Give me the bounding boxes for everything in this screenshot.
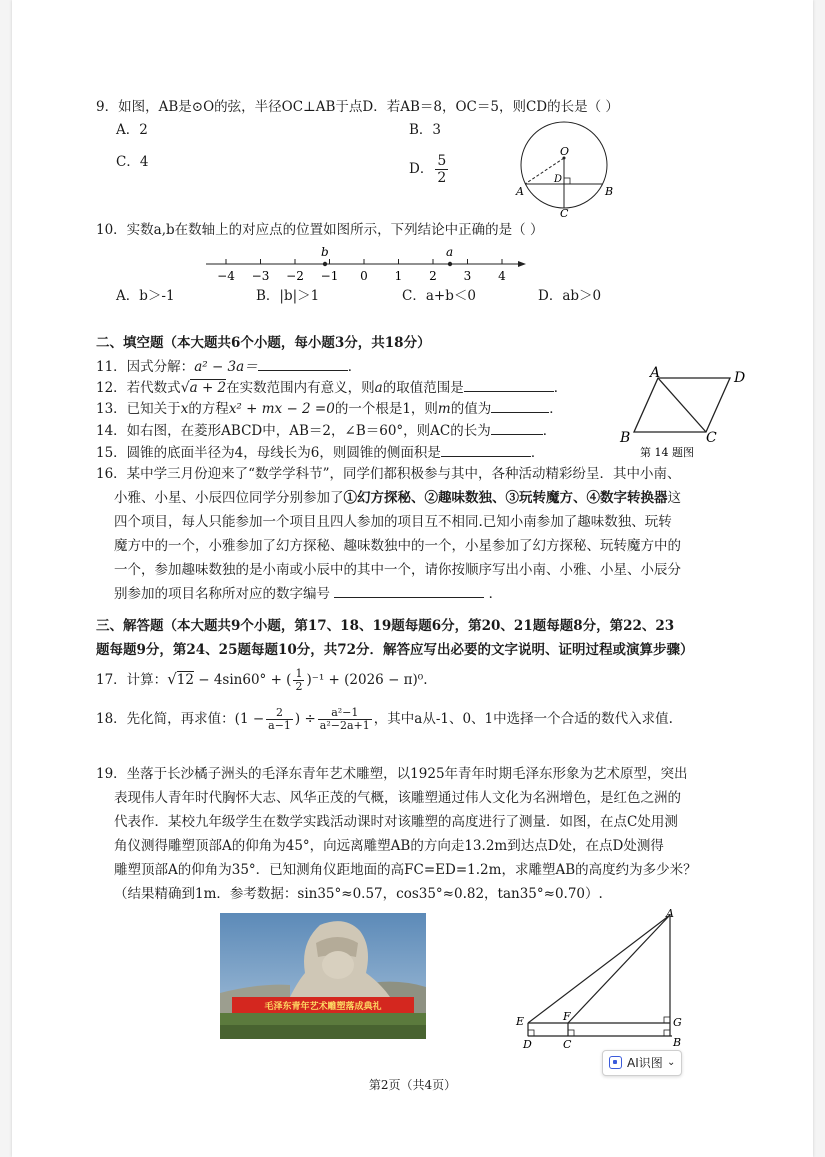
q10-tick-label: 4 [498,269,506,283]
q9-option-d-fraction: $\frac{5}{2}$ [437,153,447,186]
q11: 11．因式分解：a² − 3a＝ ． [96,359,362,375]
q10-point-a [448,262,452,266]
q10-option-c: C．a+b＜0 [402,288,476,304]
q9-option-a: A．2 [116,122,148,138]
q12: 12．若代数式√a + 2在实数范围内有意义，则a的取值范围是 ． [96,380,568,396]
q19: 19．坐落于长沙橘子洲头的毛泽东青年艺术雕塑，以1925年青年时期毛泽东形象为艺术原型，突出 表现伟人青年时代胸怀大志、风华正茂的气概，该雕塑通过伟人文化为名洲增色，是红色之洲的 代表作．某校九年级学生在数学实践活动课时对该雕塑的高度进行了测量．如图，在点C处用测 角仪测得雕塑顶部A的仰角为45°，向远离雕塑AB的方向走13.2m到达点D处，在点D处测得 雕塑顶部A的仰角为35°．已知测角仪距地面的高FC=ED=1.2m，求雕塑AB的高度约为多少米？ （结果精确到1m．参考数据：sin35°≈0.57，cos35°≈0.82，tan35°≈0.70）. [96,766,697,902]
q10-option-a: A．b＞-1 [116,288,175,304]
chevron-down-icon: ⌄ [667,1057,676,1068]
q13: 13．已知关于x的方程x² + mx − 2 =0的一个根是1，则m的值为 ． [96,401,563,417]
q10-option-b: B．|b|＞1 [256,288,320,304]
q16: 16．某中学三月份迎来了“数学学科节”，同学们都积极参与其中，各种活动精彩纷呈．其中小南、 小雅、小星、小辰四位同学分别参加了①幻方探秘、②趣味数独、③玩转魔方、④数字转换器这 四个项目，每人只能参加一个项目且四人参加的项目互不相同.已知小南参加了趣味数独、玩转 魔方中的一个，小雅参加了幻方探秘、趣味数独中的一个，小星参加了幻方探秘、玩转魔方中的 一个，参加趣味数独的是小南或小辰中的其中一个，请你按顺序写出小南、小雅、小星、小辰分 别参加的项目名称所对应的数字编号 ． [96,466,681,602]
q10-label-a: a [446,245,454,259]
q9-option-b: B．3 [409,122,442,138]
q15: 15．圆锥的底面半径为4，母线长为6，则圆锥的侧面积是 ． [96,445,545,461]
q10-stem: 10．实数a,b在数轴上的对应点的位置如图所示，下列结论中正确的是（ ） [96,222,544,238]
q19-label-c: C [563,1038,572,1051]
q10-ticks [217,259,506,283]
q19-label-a: A [666,907,674,920]
q9-label-o: O [560,145,570,158]
q19-geometry-figure [506,905,696,1053]
q14: 14．如右图，在菱形ABCD中，AB＝2，∠B＝60°，则AC的长为 ． [96,423,557,439]
q14-label-b: B [620,430,631,446]
q9-stem: 9．如图，AB是⊙O的弦，半径OC⊥AB于点D．若AB＝8，OC＝5，则CD的长是（ ） [96,99,619,115]
q9-label-d: D [554,174,563,185]
q9-label-c: C [560,207,569,218]
q19-label-b: B [673,1036,682,1049]
q14-caption: 第 14 题图 [640,446,694,459]
page-footer: 第2页（共4页） [368,1078,457,1092]
q19-label-g: G [673,1016,682,1029]
statue-photo [220,913,426,1039]
q9-option-d: D． $\frac{5}{2}$ [409,153,447,186]
q10-tick-label: −1 [320,269,339,283]
q19-label-f: F [563,1010,571,1023]
q10-tick-label: 1 [394,269,403,283]
q10-tick-label: 3 [463,269,472,283]
q9-circle-figure [514,118,619,218]
q10-tick-label: 2 [429,269,437,283]
q10-tick-label: −3 [251,269,270,283]
banner-text: 毛泽东青年艺术雕塑落成典礼 [264,1002,382,1012]
q10-tick-label: 0 [360,269,368,283]
q14-label-d: D [734,370,746,386]
q18: 18．先化简，再求值：(1 − $\frac{2}{a-1}$ ) ÷ $\frac{\text{a²−1}}{\text{a²−2a+1}}$ ，其中a从-1、0、1中选择一个合适的数代入求值. [96,706,673,732]
ai-scan-icon [609,1056,622,1069]
q14-label-c: C [706,430,717,446]
q10-tick-label: −4 [217,269,235,283]
q10-point-b [323,262,327,266]
q10-label-b: b [321,245,329,259]
q14-label-a: A [650,365,661,381]
q9-label-b: B [605,185,614,198]
q10-option-d: D．ab＞0 [538,288,602,304]
q9-label-a: A [516,185,524,198]
section3-title: 三、解答题（本大题共9个小题，第17、18、19题每题6分，第20、21题每题8分，第22、23 题每题9分，第24、25题每题10分，共72分．解答应写出必要的文字说明、证明过程或演算步骤） [96,618,694,658]
q19-label-d: D [523,1038,532,1051]
exam-page [12,0,813,1157]
q10-tick-label: −2 [286,269,304,283]
q9-option-c: C．4 [116,154,149,170]
ai-recognize-button[interactable]: AI识图 ⌄ [602,1050,682,1076]
q19-label-e: E [516,1015,525,1028]
q14-rhombus-figure [602,364,762,460]
q10-number-line [202,242,532,284]
q17: 17．计算：√12 − 4sin60° + ( $\frac{1}{2}$ )⁻¹ + (2026 − π)⁰. [96,667,428,693]
section2-title: 二、填空题（本大题共6个小题，每小题3分，共18分） [96,335,431,351]
